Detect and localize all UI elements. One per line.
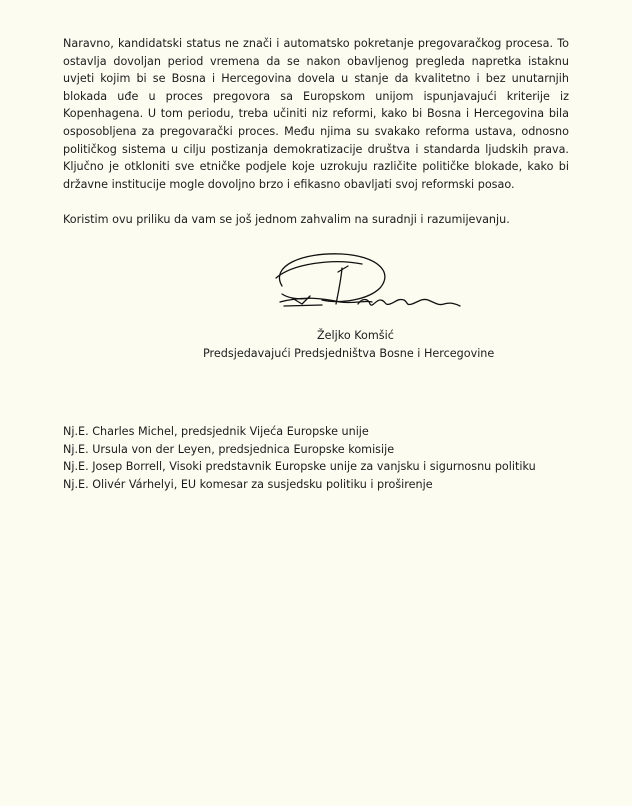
recipient-list (63, 423, 536, 493)
signer-title: Predsjedavajući Predsjedništva Bosne i Hercegovine (203, 347, 495, 360)
recipient-item: Nj.E. Charles Michel, predsjednik Vijeća Europske unije (63, 425, 369, 438)
recipient-item: Nj.E. Josep Borrell, Visoki predstavnik Europske unije za vanjsku i sigurnosnu politiku (63, 460, 536, 474)
handwritten-signature (262, 248, 462, 324)
recipient-item: Nj.E. Olivér Várhelyi, EU komesar za susjedsku politiku i proširenje (63, 477, 433, 491)
body-paragraph: Naravno, kandidatski status ne znači i automatsko pokretanje pregovaračkog procesa. To ostavlja dovoljan period vremena da se nakon obavljenog pregleda napretka istaknu uvjeti kojim bi se Bosna i Hercegovina dovela u stanje da kvalitetno i bez unutarnjih blokada uđe u proces pregovora sa Europskom unijom ispunjavajući kriterije iz Kopenhagena. U tom periodu, treba učiniti niz reformi, kako bi Bosna i Hercegovina bila osposobljena za pregovarački proces. Među njima su svakako reforma ustava, odnosno političkog sistema u cilju postizanja demokratizacije društva i standarda ljudskih prava. Ključno je otkloniti sve etničke podjele koje uzrokuju različite političke blokade, kako bi državne institucije mogle dovoljno brzo i efikasno obavljati svoj reformski posao. (63, 37, 569, 191)
closing-paragraph: Koristim ovu priliku da vam se još jednom zahvalim na suradnji i razumijevanju. (63, 213, 510, 226)
recipient-item: Nj.E. Ursula von der Leyen, predsjednica Europske komisije (63, 442, 395, 456)
signer-name: Željko Komšić (317, 329, 394, 342)
